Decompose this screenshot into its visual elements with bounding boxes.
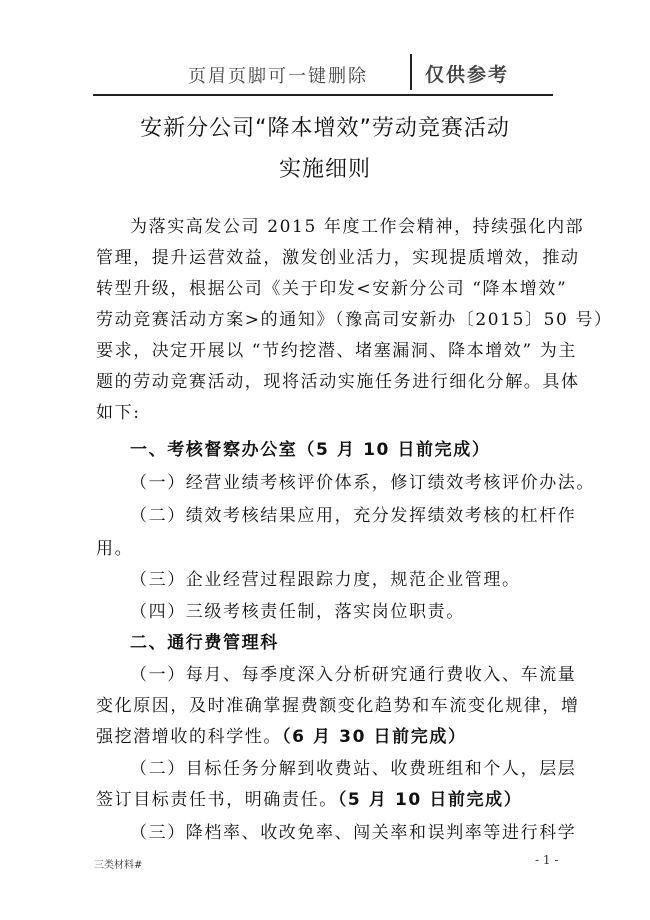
section1-heading: 一、考核督察办公室（5 月 10 日前完成） (130, 440, 491, 460)
header-right-text: 仅供参考 (425, 64, 510, 86)
section2-item1-line (96, 722, 467, 747)
intro-line: 如下: (96, 403, 141, 423)
section1-item: （三）企业经营过程跟踪力度，规范企业管理。 (130, 570, 521, 590)
footer-left-text: 三类材料# (94, 860, 143, 871)
item1-text: 强挖潜增收的科学性。 (96, 727, 282, 747)
section1-item: （二）绩效考核结果应用，充分发挥绩效考核的杠杆作 (130, 506, 577, 526)
item2-deadline: （5 月 10 日前完成） (337, 790, 523, 810)
page-header (93, 48, 553, 96)
header-left-text: 页眉页脚可一键删除 (188, 66, 368, 87)
section2-item3-line: （三）降档率、收改免率、闯关率和误判率等进行科学 (130, 823, 577, 843)
section2-item2-line (96, 785, 522, 810)
section1-item: （四）三级考核责任制，落实岗位职责。 (130, 602, 465, 622)
intro-line: 管理，提升运营效益，激发创业活力，实现提质增效，推动 (96, 248, 580, 268)
section1-item-continuation: 用。 (96, 539, 134, 559)
header-rule (93, 94, 553, 96)
intro-line: 题的劳动竞赛活动，现将活动实施任务进行细化分解。具体 (96, 372, 580, 392)
section2-item2-line: （二）目标任务分解到收费站、收费班组和个人，层层 (130, 759, 577, 779)
item2-text: 签订目标责任书，明确责任。 (96, 790, 338, 810)
header-separator (410, 54, 412, 90)
section2-item1-line: 变化原因，及时准确掌握费额变化趋势和车流变化规律，增 (96, 696, 580, 716)
intro-line: 要求，决定开展以 “节约挖潜、堵塞漏洞、降本增效” 为主 (96, 341, 577, 361)
section2-item1-line: （一）每月、每季度深入分析研究通行费收入、车流量 (130, 665, 577, 685)
intro-line: 劳动竞赛活动方案>的通知》（豫高司安新办〔2015〕50 号） (96, 310, 613, 330)
document-title-line2: 实施细则 (278, 157, 371, 182)
page-number: - 1 - (535, 853, 559, 867)
intro-line: 转型升级，根据公司《关于印发<安新分公司 “降本增效” (96, 279, 568, 299)
section1-item: （一）经营业绩考核评价体系，修订绩效考核评价办法。 (130, 473, 595, 493)
document-title-line1: 安新分公司“降本增效”劳动竞赛活动 (140, 116, 510, 141)
item1-deadline: （6 月 30 日前完成） (282, 727, 467, 747)
intro-line: 为落实高发公司 2015 年度工作会精神，持续强化内部 (130, 217, 585, 237)
section2-heading: 二、通行费管理科 (130, 633, 279, 653)
